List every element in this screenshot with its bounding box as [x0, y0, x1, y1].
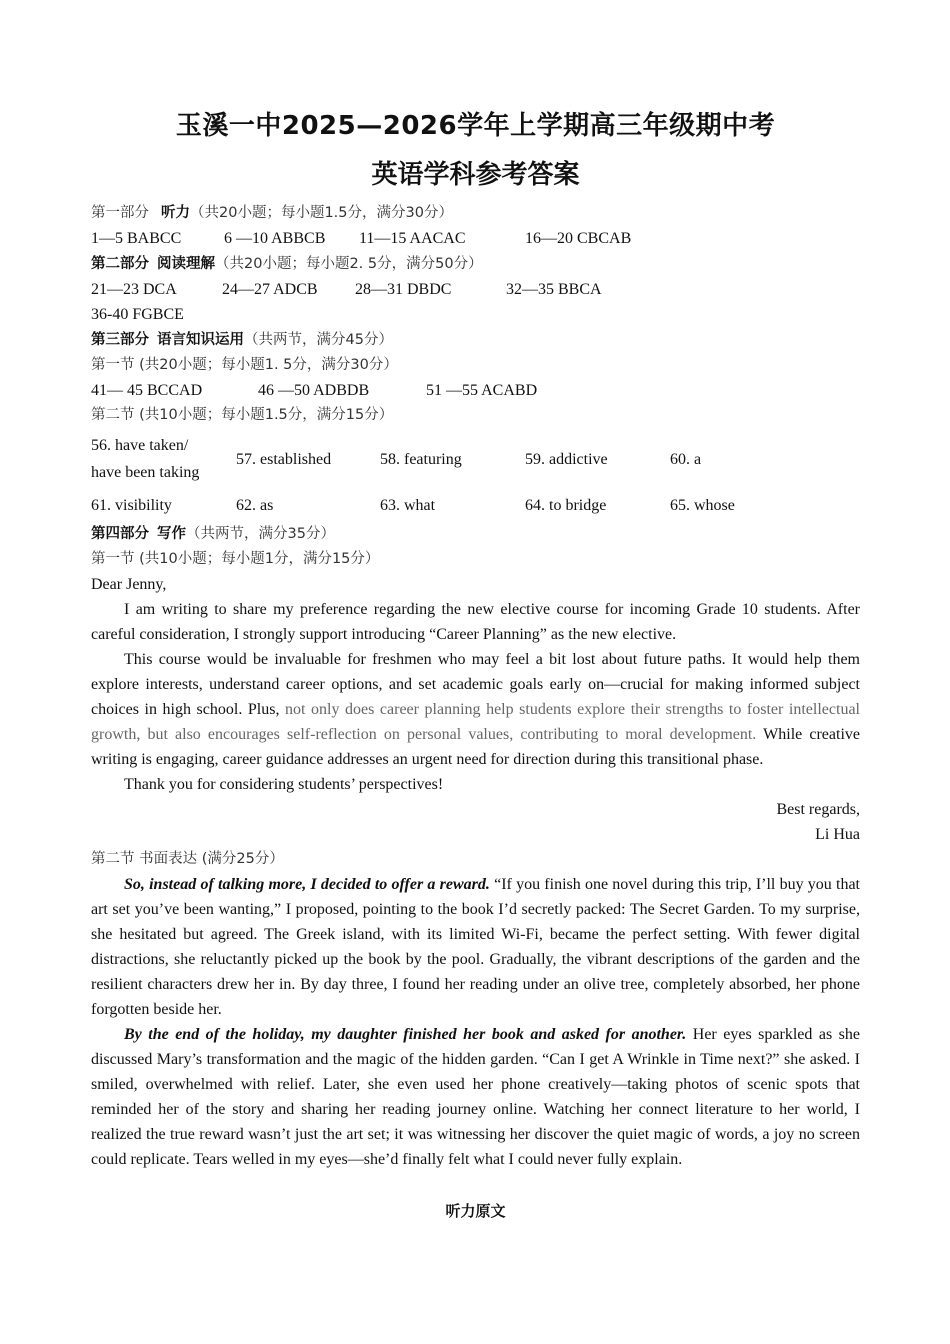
- part3-section2-heading: 第二节 (共10小题；每小题1.5分，满分15分）: [91, 407, 394, 423]
- part2-answers-extra: 36-40 FGBCE: [91, 306, 184, 323]
- part2-label: 第二部分: [91, 256, 149, 272]
- letter-paragraph-2-start: This course would be invaluable for freshmen who may feel a bit lost about future paths. It would help them explore interests, understand career options, and set academic goals early on—crucial for making informed subject choices in high school. Plus,: [91, 651, 860, 718]
- page-title: 玉溪一中2025—2026学年上学期高三年级期中考: [175, 111, 776, 141]
- answer-key-page: [91, 102, 860, 1221]
- fill-answer-57: 57. established: [236, 450, 332, 468]
- fill-answer-58: 58. featuring: [380, 450, 462, 468]
- part1-name: 听力: [161, 205, 190, 221]
- listening-transcript-title: 听力原文: [445, 1202, 506, 1220]
- part3-section1-answers: [91, 378, 860, 403]
- page-subtitle: 英语学科参考答案: [371, 160, 580, 190]
- answer-group: 21—23 DCA: [91, 281, 177, 298]
- letter-paragraph-3: Thank you for considering students’ perspectives!: [124, 776, 444, 793]
- essay-paragraph-2-lead: By the end of the holiday, my daughter finished her book and asked for another.: [124, 1026, 687, 1043]
- part4-label: 第四部分: [91, 526, 149, 542]
- part2-answers: [91, 277, 860, 302]
- answer-group: 6 —10 ABBCB: [224, 230, 326, 247]
- essay-paragraph-1-body: “If you finish one novel during this trip, I’ll buy you that art set you’ve been wanting,” I proposed, pointing to the book I’d secretly packed: The Secret Garden. To my surprise, she hesitated but agreed. The Greek island, with its limited Wi-Fi, became the perfect setting. With fewer digital distractions, she reluctantly picked up the book by the pool. Gradually, the vibrant descriptions of the garden and the resilient characters drew her in. By day three, I found her reading under an olive tree, completely absorbed, her phone forgotten beside her.: [91, 876, 861, 1018]
- fill-answer-59: 59. addictive: [525, 450, 608, 468]
- answer-group: 11—15 AACAC: [359, 230, 466, 247]
- part2-name: 阅读理解: [157, 256, 215, 272]
- letter-paragraph-1: I am writing to share my preference regarding the new elective course for incoming Grade 10 students. After careful consideration, I strongly support introducing “Career Planning” as the new elective.: [91, 601, 860, 643]
- letter-closing: Best regards,: [776, 801, 860, 818]
- letter-paragraph-2: [91, 647, 860, 772]
- essay-paragraph-2-body: Her eyes sparkled as she discussed Mary’s transformation and the magic of the hidden garden. “Can I get A Wrinkle in Time next?” she asked. I smiled, overwhelmed with relief. Later, she even used her phone creatively—taking photos of scenic spots that reminded her of the story and sharing her reading journey online. Watching her connect literature to her world, I realized the true reward wasn’t just the art set; it was witnessing her discover the quiet magic of words, a joy no screen could replicate. Tears welled in my eyes—she’d finally felt what I could never fully explain.: [91, 1026, 860, 1168]
- answer-group: 51 —55 ACABD: [426, 382, 538, 399]
- fill-answer-63: 63. what: [380, 497, 436, 514]
- letter-paragraph-2-end: While creative writing is engaging, career guidance addresses an urgent need for direction during this transitional phase.: [91, 726, 860, 768]
- part3-section1-heading: 第一节 (共20小题；每小题1. 5分，满分30分）: [91, 357, 398, 373]
- letter-paragraph-2-highlight: not only does career planning help students explore their strengths to foster intellectual growth, but also encourages self-reflection on personal values, contributing to moral development.: [91, 701, 860, 743]
- letter-signature: Li Hua: [815, 826, 860, 843]
- answer-group: 24—27 ADCB: [222, 281, 318, 298]
- part1-label: 第一部分: [91, 205, 149, 221]
- part4-name: 写作: [157, 526, 186, 542]
- part3-name: 语言知识运用: [157, 332, 244, 348]
- fill-answer-60: 60. a: [670, 450, 702, 468]
- part4-section1-heading: 第一节 (共10小题；每小题1分，满分15分）: [91, 551, 380, 567]
- fill-answer-61: 61. visibility: [91, 497, 172, 514]
- part3-desc: （共两节，满分45分）: [244, 332, 393, 348]
- fill-answer-65: 65. whose: [670, 497, 735, 514]
- fill-answer-56: [91, 432, 236, 486]
- fill-answer-56-line2: have been taking: [91, 464, 200, 481]
- essay-paragraph-1-lead: So, instead of talking more, I decided to offer a reward.: [124, 876, 490, 893]
- fill-answer-56-line1: 56. have taken/: [91, 437, 189, 454]
- part3-heading: [91, 327, 860, 353]
- fill-in-answer-grid: [91, 432, 860, 521]
- essay-paragraph-2: [91, 1022, 860, 1172]
- part1-heading: [91, 200, 860, 226]
- part4-heading: [91, 521, 860, 547]
- answer-group: 28—31 DBDC: [355, 281, 452, 298]
- answer-group: 32—35 BBCA: [506, 281, 602, 298]
- part1-desc: （共20小题；每小题1.5分，满分30分）: [190, 205, 453, 221]
- part2-desc: （共20小题；每小题2. 5分，满分50分）: [215, 256, 483, 272]
- letter-greeting: Dear Jenny,: [91, 576, 167, 593]
- part4-section2-heading: 第二节 书面表达 (满分25分）: [91, 851, 284, 867]
- essay-paragraph-1: [91, 872, 860, 1022]
- fill-answer-64: 64. to bridge: [525, 497, 607, 514]
- answer-group: 46 —50 ADBDB: [258, 382, 370, 399]
- answer-group: 41— 45 BCCAD: [91, 382, 203, 399]
- part3-label: 第三部分: [91, 332, 149, 348]
- answer-group: 1—5 BABCC: [91, 230, 182, 247]
- part4-desc: （共两节，满分35分）: [186, 526, 335, 542]
- part2-heading: [91, 251, 860, 277]
- answer-group: 16—20 CBCAB: [525, 230, 632, 247]
- fill-answer-62: 62. as: [236, 497, 274, 514]
- part1-answers: [91, 226, 860, 251]
